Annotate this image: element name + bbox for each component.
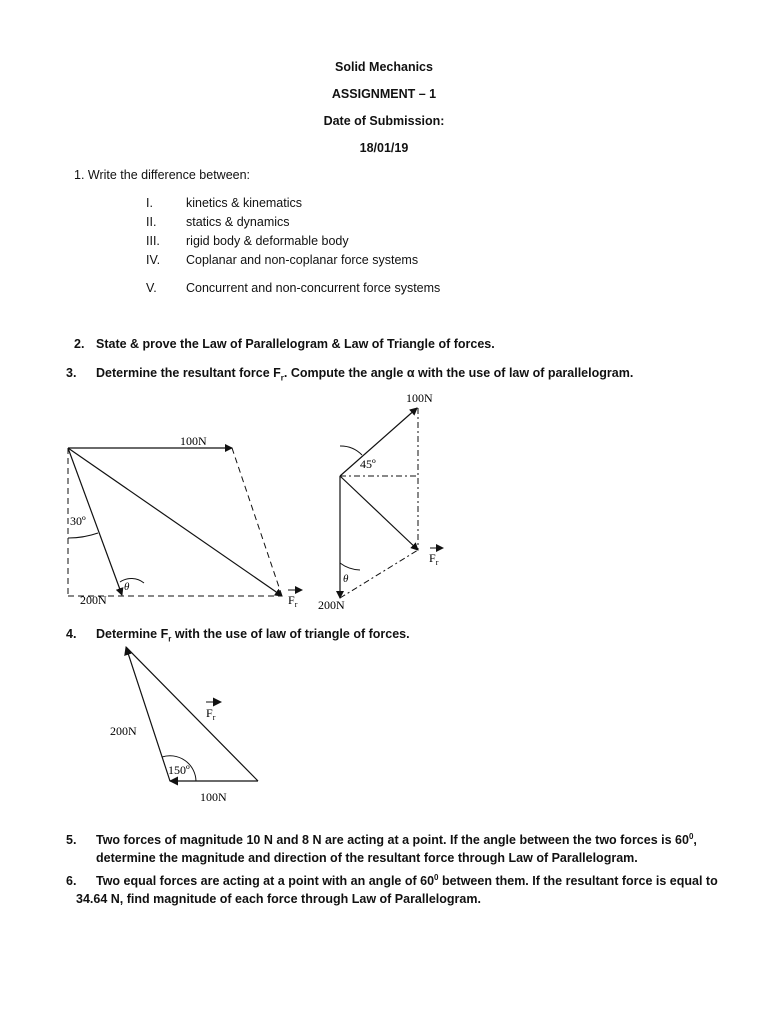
fig3-resultant-label: $F_r$: [206, 706, 216, 722]
question-1: 1. Write the difference between:: [74, 168, 251, 182]
fig2-theta-label: θ: [343, 573, 349, 585]
list-item: II. statics & dynamics: [146, 215, 290, 229]
list-item: V. Concurrent and non-concurrent force systems: [146, 281, 441, 295]
fig3-force-b-label: 100N: [200, 790, 227, 804]
date-value: 18/01/19: [359, 141, 409, 155]
fig1-force-v-label: 200N: [80, 593, 107, 607]
fig1-force-h-label: 100N: [180, 434, 207, 448]
list-item: I. kinetics & kinematics: [146, 196, 303, 210]
question-5: 5. Two forces of magnitude 10 N and 8 N are acting at a point. If the angle between the two forces is $60^0$, determine the magnitude and direction of the resultant force through Law of Parallelogram.: [66, 832, 697, 866]
fig2-force-top-label: 100N: [406, 391, 433, 405]
date-label: Date of Submission:: [323, 114, 445, 128]
parallelogram-diagram: [50, 430, 310, 620]
question-6: 6. Two equal forces are acting at a point with an angle of $60^0$ between them. If the resultant force is equal to 34.64 N, find magnitude of each force through Law of Parallelogram.: [66, 873, 718, 907]
fig1-angle1-label: 30º: [70, 514, 86, 528]
fig1-theta-label: θ: [124, 581, 130, 593]
list-item: IV. Coplanar and non-coplanar force systems: [146, 253, 419, 267]
fig2-angle1-label: 45º: [360, 457, 376, 471]
fig3-force-a-label: 200N: [110, 724, 137, 738]
triangle-diagram: [100, 635, 280, 810]
subject-title: Solid Mechanics: [335, 60, 433, 74]
fig2-force-down-label: 200N: [318, 598, 345, 612]
force-diagram-2: [310, 388, 470, 618]
fig2-resultant-label: $F_r$: [429, 551, 439, 567]
question-2: 2. State & prove the Law of Parallelogram & Law of Triangle of forces.: [74, 337, 495, 351]
list-item: III. rigid body & deformable body: [146, 234, 349, 248]
fig3-angle-label: 150º: [168, 763, 190, 777]
question-3: 3. Determine the resultant force $F_r$. Compute the angle α with the use of law of parallelogram.: [66, 366, 634, 383]
fig1-resultant-label: $F_r$: [288, 593, 298, 609]
question-4: 4. Determine $F_r$ with the use of law of triangle of forces.: [66, 627, 410, 644]
assignment-title: ASSIGNMENT – 1: [331, 87, 437, 101]
